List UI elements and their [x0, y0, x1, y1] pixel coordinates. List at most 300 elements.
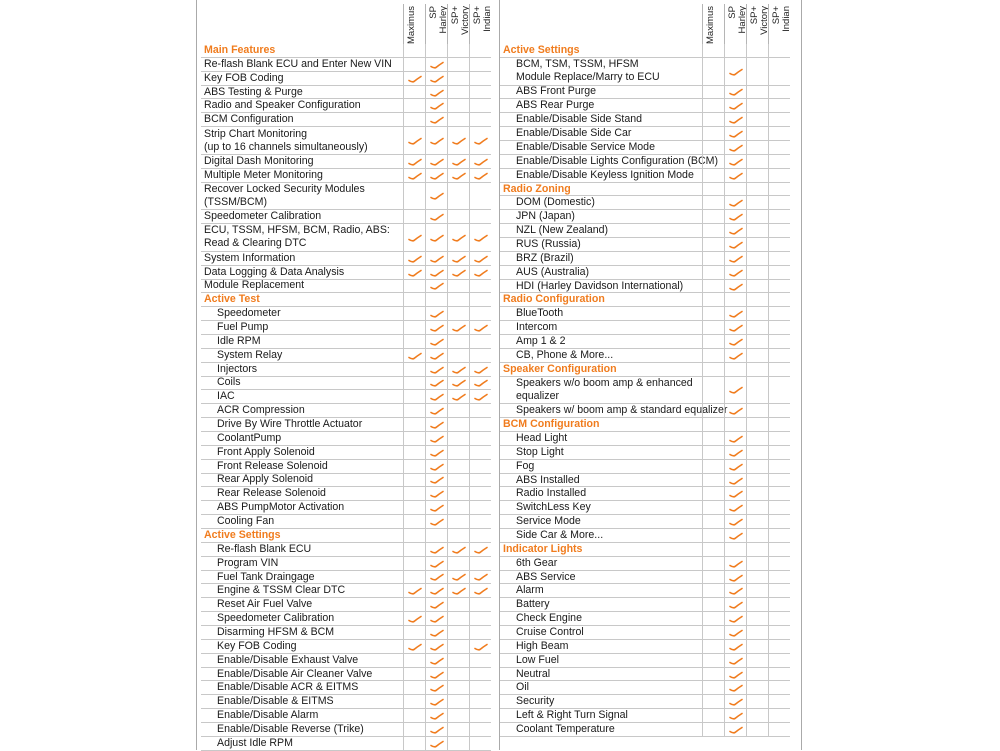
checkmark-icon: [430, 712, 444, 720]
support-cell-sp-indian: [469, 474, 491, 487]
feature-label: [201, 598, 403, 611]
label-line: Head Light: [516, 431, 568, 444]
label-line: Main Features: [204, 43, 276, 56]
support-cell-maximus: [403, 169, 425, 182]
support-cell-maximus: [702, 99, 724, 112]
checkmark-icon: [474, 573, 488, 581]
support-cell-sp-indian: [469, 72, 491, 85]
support-cell-maximus: [403, 737, 425, 750]
right-column-header: [500, 4, 790, 44]
support-cell-sp-harley: [425, 709, 447, 722]
support-cell-maximus: [702, 58, 724, 85]
support-cell-sp-indian: [469, 210, 491, 223]
support-cell-sp-harley: [724, 598, 746, 611]
feature-label: [500, 238, 702, 251]
support-cell-sp-indian: [768, 196, 790, 209]
support-cell-maximus: [403, 390, 425, 403]
support-cell-sp-indian: [768, 723, 790, 736]
support-cell-sp-victory: [746, 363, 768, 376]
label-line: Oil: [516, 681, 529, 694]
checkmark-icon: [729, 629, 743, 637]
label-line: Enable/Disable Reverse (Trike): [217, 722, 364, 735]
support-cell-maximus: [403, 44, 425, 57]
support-cell-maximus: [403, 58, 425, 71]
support-cell-sp-harley: [425, 280, 447, 293]
table-row: [500, 280, 790, 294]
label-line: Enable/Disable & EITMS: [217, 695, 334, 708]
support-cell-sp-victory: [447, 404, 469, 417]
label-line: Radio Installed: [516, 487, 587, 500]
support-cell-sp-victory: [447, 737, 469, 750]
checkmark-icon: [452, 234, 466, 242]
support-cell-sp-indian: [469, 668, 491, 681]
feature-label: [500, 446, 702, 459]
support-cell-maximus: [403, 113, 425, 126]
support-cell-sp-harley: [425, 58, 447, 71]
checkmark-icon: [430, 102, 444, 110]
label-line: Rear Release Solenoid: [217, 487, 326, 500]
label-line: Injectors: [217, 362, 258, 375]
label-line: Radio Configuration: [503, 293, 605, 306]
support-cell-maximus: [403, 335, 425, 348]
support-cell-sp-indian: [768, 446, 790, 459]
support-cell-sp-harley: [724, 363, 746, 376]
support-cell-sp-indian: [768, 335, 790, 348]
support-cell-sp-victory: [746, 501, 768, 514]
label-line: Check Engine: [516, 612, 582, 625]
table-row: [201, 626, 491, 640]
table-row: [201, 99, 491, 113]
support-cell-sp-harley: [724, 210, 746, 223]
feature-label: [201, 668, 403, 681]
support-cell-sp-harley: [724, 501, 746, 514]
support-cell-maximus: [403, 86, 425, 99]
feature-label: [500, 612, 702, 625]
support-cell-sp-indian: [768, 543, 790, 556]
table-row: [500, 474, 790, 488]
support-cell-sp-harley: [724, 99, 746, 112]
support-cell-sp-indian: [768, 695, 790, 708]
checkmark-icon: [729, 601, 743, 609]
label-line: Coolant Temperature: [516, 722, 615, 735]
checkmark-icon: [729, 435, 743, 443]
checkmark-icon: [408, 158, 422, 166]
feature-label: [500, 307, 702, 320]
support-cell-sp-victory: [447, 432, 469, 445]
feature-label: [201, 183, 403, 210]
support-cell-sp-indian: [469, 390, 491, 403]
checkmark-icon: [430, 671, 444, 679]
support-cell-sp-victory: [746, 196, 768, 209]
support-cell-sp-victory: [447, 681, 469, 694]
label-line: BCM Configuration: [204, 113, 294, 126]
support-cell-sp-indian: [469, 709, 491, 722]
feature-label: [201, 86, 403, 99]
support-cell-sp-indian: [469, 460, 491, 473]
feature-label: [500, 723, 702, 736]
support-cell-maximus: [403, 487, 425, 500]
checkmark-icon: [729, 199, 743, 207]
table-row: [500, 612, 790, 626]
table-row: [201, 460, 491, 474]
checkmark-icon: [430, 518, 444, 526]
support-cell-maximus: [403, 363, 425, 376]
right-column-sp-victory: [746, 4, 769, 44]
support-cell-maximus: [403, 349, 425, 362]
label-line: Coils: [217, 376, 241, 389]
section-header: [500, 293, 790, 307]
support-cell-sp-indian: [469, 349, 491, 362]
support-cell-sp-harley: [425, 487, 447, 500]
checkmark-icon: [452, 393, 466, 401]
support-cell-sp-harley: [425, 474, 447, 487]
support-cell-sp-harley: [724, 543, 746, 556]
section-header: [500, 543, 790, 557]
support-cell-sp-harley: [724, 584, 746, 597]
support-cell-sp-harley: [425, 293, 447, 306]
label-line: ABS Testing & Purge: [204, 85, 303, 98]
checkmark-icon: [430, 615, 444, 623]
table-row: [500, 99, 790, 113]
column-label: SP+ Victory: [450, 6, 471, 35]
support-cell-sp-harley: [724, 474, 746, 487]
checkmark-icon: [452, 324, 466, 332]
feature-label: [500, 224, 702, 237]
support-cell-sp-indian: [768, 557, 790, 570]
table-row: [500, 557, 790, 571]
support-cell-sp-victory: [447, 266, 469, 279]
support-cell-maximus: [702, 44, 724, 57]
support-cell-sp-harley: [425, 584, 447, 597]
support-cell-sp-indian: [768, 654, 790, 667]
support-cell-sp-harley: [724, 224, 746, 237]
support-cell-sp-indian: [469, 377, 491, 390]
support-cell-sp-victory: [447, 487, 469, 500]
support-cell-maximus: [702, 723, 724, 736]
support-cell-sp-indian: [768, 418, 790, 431]
label-line: Active Settings: [503, 43, 580, 56]
support-cell-maximus: [702, 612, 724, 625]
label-line: Enable/Disable Exhaust Valve: [217, 653, 359, 666]
table-row: [201, 266, 491, 280]
feature-label: [201, 515, 403, 528]
label-line: BCM Configuration: [503, 418, 600, 431]
feature-label: [201, 377, 403, 390]
support-cell-sp-harley: [724, 446, 746, 459]
checkmark-icon: [452, 172, 466, 180]
support-cell-maximus: [702, 681, 724, 694]
table-row: [500, 584, 790, 598]
label-line: Radio and Speaker Configuration: [204, 99, 361, 112]
right-table: [499, 0, 790, 750]
support-cell-sp-victory: [447, 127, 469, 154]
label-line: NZL (New Zealand): [516, 224, 609, 237]
support-cell-maximus: [403, 280, 425, 293]
support-cell-sp-victory: [447, 654, 469, 667]
label-line: ABS Installed: [516, 473, 580, 486]
support-cell-sp-victory: [447, 584, 469, 597]
support-cell-sp-harley: [425, 404, 447, 417]
feature-label: [500, 626, 702, 639]
support-cell-sp-harley: [724, 529, 746, 542]
checkmark-icon: [408, 234, 422, 242]
support-cell-sp-harley: [425, 321, 447, 334]
support-cell-sp-victory: [447, 640, 469, 653]
support-cell-sp-indian: [469, 432, 491, 445]
support-cell-sp-harley: [425, 543, 447, 556]
table-row: [500, 127, 790, 141]
support-cell-sp-harley: [724, 127, 746, 140]
support-cell-maximus: [403, 446, 425, 459]
column-label: Maximus: [705, 5, 716, 44]
support-cell-sp-victory: [447, 293, 469, 306]
support-cell-sp-indian: [469, 529, 491, 542]
right-column-sp-indian: [768, 4, 791, 44]
checkmark-icon: [729, 255, 743, 263]
checkmark-icon: [430, 560, 444, 568]
support-cell-sp-victory: [447, 72, 469, 85]
support-cell-sp-victory: [447, 557, 469, 570]
support-cell-sp-victory: [447, 113, 469, 126]
support-cell-maximus: [702, 654, 724, 667]
support-cell-sp-indian: [768, 113, 790, 126]
support-cell-maximus: [403, 571, 425, 584]
label-line: Multiple Meter Monitoring: [204, 168, 323, 181]
label-line: Neutral: [516, 667, 551, 680]
support-cell-sp-harley: [425, 432, 447, 445]
support-cell-sp-victory: [746, 99, 768, 112]
support-cell-sp-indian: [469, 280, 491, 293]
checkmark-icon: [430, 310, 444, 318]
support-cell-sp-indian: [469, 252, 491, 265]
support-cell-sp-harley: [425, 266, 447, 279]
support-cell-sp-harley: [425, 571, 447, 584]
table-row: [500, 487, 790, 501]
feature-label: [500, 210, 702, 223]
feature-label: [201, 321, 403, 334]
support-cell-maximus: [403, 183, 425, 210]
table-row: [500, 404, 790, 418]
column-label: SP+ Victory: [749, 6, 770, 35]
label-line: SwitchLess Key: [516, 501, 591, 514]
table-row: [201, 557, 491, 571]
support-cell-sp-indian: [768, 293, 790, 306]
label-line: 6th Gear: [516, 556, 558, 569]
checkmark-icon: [452, 255, 466, 263]
table-row: [500, 460, 790, 474]
checkmark-icon: [729, 490, 743, 498]
support-cell-sp-indian: [469, 363, 491, 376]
support-cell-sp-indian: [469, 654, 491, 667]
checkmark-icon: [729, 310, 743, 318]
support-cell-maximus: [403, 640, 425, 653]
label-line: equalizer: [516, 389, 559, 402]
support-cell-sp-indian: [768, 127, 790, 140]
checkmark-icon: [408, 587, 422, 595]
section-header: [500, 183, 790, 197]
label-line: IAC: [217, 390, 235, 403]
support-cell-sp-indian: [768, 210, 790, 223]
support-cell-sp-victory: [746, 44, 768, 57]
checkmark-icon: [729, 615, 743, 623]
support-cell-maximus: [403, 224, 425, 251]
support-cell-sp-indian: [768, 183, 790, 196]
support-cell-sp-victory: [746, 155, 768, 168]
checkmark-icon: [430, 269, 444, 277]
feature-comparison-sheet: [196, 0, 802, 750]
checkmark-icon: [729, 283, 743, 291]
feature-label: [201, 446, 403, 459]
label-line: Fuel Pump: [217, 321, 269, 334]
support-cell-sp-victory: [746, 432, 768, 445]
support-cell-sp-harley: [724, 113, 746, 126]
support-cell-sp-indian: [768, 377, 790, 404]
table-row: [201, 127, 491, 155]
support-cell-sp-victory: [746, 349, 768, 362]
feature-label: [500, 349, 702, 362]
support-cell-sp-victory: [746, 335, 768, 348]
table-row: [500, 640, 790, 654]
support-cell-sp-harley: [724, 238, 746, 251]
support-cell-sp-victory: [447, 723, 469, 736]
support-cell-sp-indian: [768, 612, 790, 625]
checkmark-icon: [430, 476, 444, 484]
label-line: Indicator Lights: [503, 542, 583, 555]
label-line: Enable/Disable Alarm: [217, 709, 319, 722]
checkmark-icon: [430, 490, 444, 498]
support-cell-maximus: [702, 598, 724, 611]
label-line: Speedometer Calibration: [204, 210, 322, 223]
support-cell-maximus: [702, 363, 724, 376]
label-line: Speedometer Calibration: [217, 612, 335, 625]
checkmark-icon: [430, 684, 444, 692]
feature-label: [500, 252, 702, 265]
support-cell-sp-indian: [469, 557, 491, 570]
table-row: [500, 709, 790, 723]
label-line: Key FOB Coding: [217, 639, 297, 652]
support-cell-sp-indian: [768, 404, 790, 417]
support-cell-maximus: [702, 86, 724, 99]
support-cell-sp-harley: [724, 349, 746, 362]
table-row: [500, 349, 790, 363]
support-cell-sp-indian: [469, 183, 491, 210]
support-cell-maximus: [702, 293, 724, 306]
left-column-sp-harley: [425, 4, 448, 44]
table-row: [201, 584, 491, 598]
section-header: [500, 363, 790, 377]
table-row: [500, 335, 790, 349]
support-cell-sp-victory: [746, 169, 768, 182]
label-line: JPN (Japan): [516, 210, 575, 223]
label-line: Enable/Disable Side Car: [516, 127, 632, 140]
support-cell-sp-victory: [746, 557, 768, 570]
support-cell-maximus: [702, 127, 724, 140]
feature-label: [500, 113, 702, 126]
checkmark-icon: [729, 158, 743, 166]
support-cell-sp-victory: [447, 58, 469, 71]
support-cell-sp-indian: [768, 238, 790, 251]
checkmark-icon: [729, 518, 743, 526]
support-cell-sp-victory: [746, 487, 768, 500]
checkmark-icon: [729, 449, 743, 457]
support-cell-sp-indian: [768, 681, 790, 694]
support-cell-sp-harley: [425, 44, 447, 57]
support-cell-maximus: [403, 612, 425, 625]
support-cell-sp-indian: [469, 487, 491, 500]
support-cell-maximus: [403, 266, 425, 279]
checkmark-icon: [729, 227, 743, 235]
support-cell-sp-harley: [724, 155, 746, 168]
support-cell-sp-indian: [469, 113, 491, 126]
feature-label: [500, 127, 702, 140]
label-line: System Information: [204, 251, 296, 264]
label-line: Adjust Idle RPM: [217, 736, 293, 749]
support-cell-sp-victory: [447, 99, 469, 112]
feature-label: [500, 335, 702, 348]
checkmark-icon: [430, 449, 444, 457]
checkmark-icon: [729, 269, 743, 277]
support-cell-sp-victory: [447, 598, 469, 611]
feature-label: [201, 127, 403, 154]
feature-label: [500, 571, 702, 584]
support-cell-sp-victory: [746, 584, 768, 597]
support-cell-sp-harley: [724, 640, 746, 653]
checkmark-icon: [430, 352, 444, 360]
feature-label: [201, 612, 403, 625]
table-row: [500, 307, 790, 321]
support-cell-maximus: [403, 210, 425, 223]
support-cell-maximus: [403, 557, 425, 570]
feature-label: [201, 474, 403, 487]
table-row: [201, 654, 491, 668]
label-line: BCM, TSM, TSSM, HFSM: [516, 58, 639, 71]
support-cell-maximus: [403, 127, 425, 154]
table-row: [201, 363, 491, 377]
label-line: BlueTooth: [516, 307, 564, 320]
section-title: [201, 529, 403, 542]
support-cell-sp-harley: [724, 141, 746, 154]
table-row: [201, 709, 491, 723]
label-line: ABS Service: [516, 570, 576, 583]
support-cell-sp-indian: [768, 99, 790, 112]
label-line: Data Logging & Data Analysis: [204, 265, 345, 278]
support-cell-sp-victory: [746, 266, 768, 279]
checkmark-icon: [729, 532, 743, 540]
column-label: SP+ Indian: [472, 6, 493, 32]
support-cell-sp-victory: [447, 321, 469, 334]
support-cell-sp-harley: [425, 737, 447, 750]
support-cell-sp-victory: [447, 169, 469, 182]
label-line: System Relay: [217, 348, 283, 361]
support-cell-maximus: [702, 335, 724, 348]
support-cell-sp-indian: [469, 626, 491, 639]
table-row: [201, 404, 491, 418]
feature-label: [500, 404, 728, 417]
support-cell-sp-victory: [746, 113, 768, 126]
support-cell-sp-victory: [746, 723, 768, 736]
checkmark-icon: [452, 573, 466, 581]
support-cell-sp-victory: [746, 418, 768, 431]
support-cell-sp-victory: [746, 571, 768, 584]
table-row: [500, 529, 790, 543]
feature-label: [500, 640, 702, 653]
table-row: [201, 695, 491, 709]
support-cell-maximus: [702, 169, 724, 182]
label-line: Service Mode: [516, 515, 581, 528]
support-cell-maximus: [702, 709, 724, 722]
checkmark-icon: [729, 172, 743, 180]
support-cell-sp-harley: [425, 557, 447, 570]
